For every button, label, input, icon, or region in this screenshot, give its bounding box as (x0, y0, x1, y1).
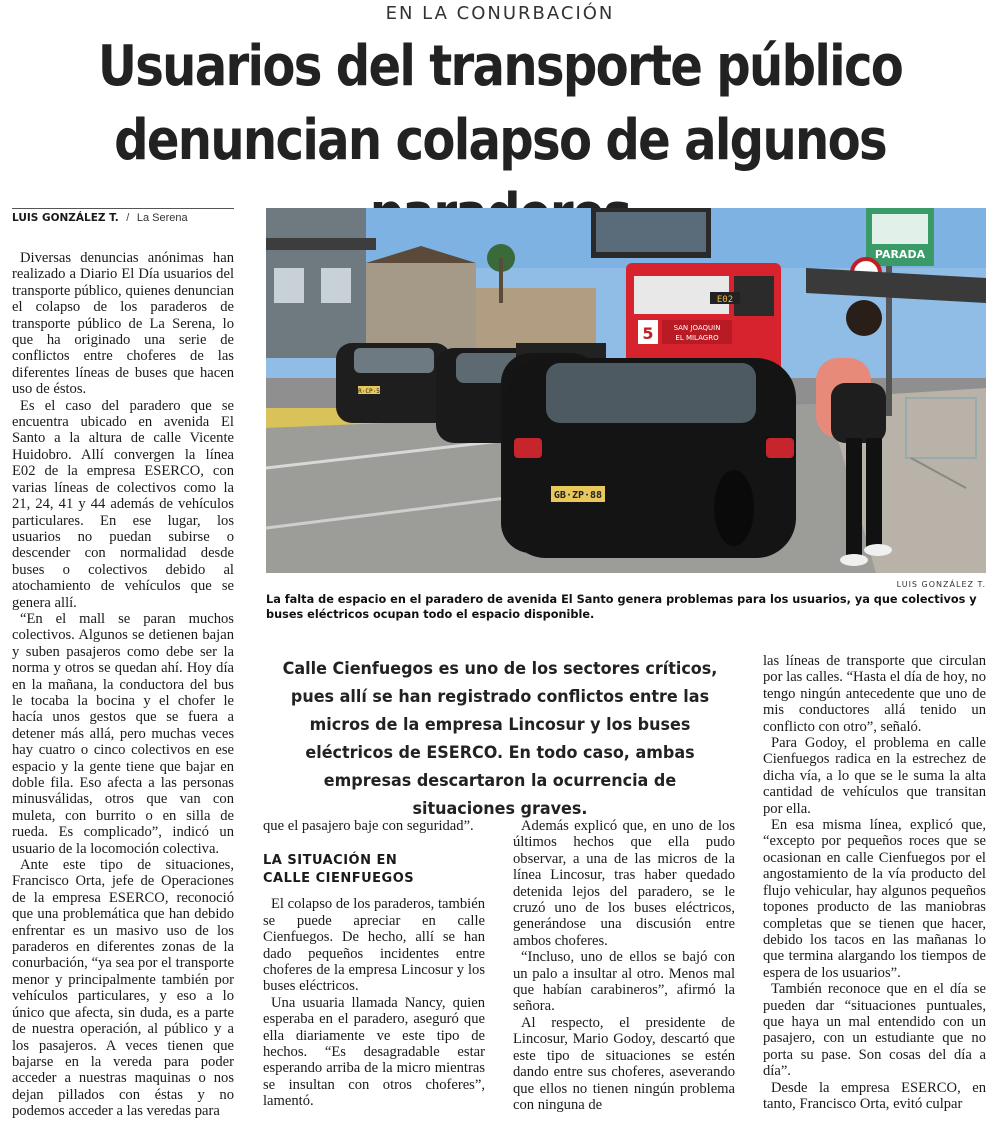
photo-credit: LUIS GONZÁLEZ T. (896, 580, 986, 589)
subhead (263, 852, 485, 888)
paragraph: que el pasajero baje con seguridad”. (263, 818, 474, 834)
photo-caption: La falta de espacio en el paradero de avenida El Santo genera problemas para los usuarios, ya que colectivos y buses eléctricos ocupan todo el espacio disponible. (266, 593, 977, 621)
section-kicker: EN LA CONURBACIÓN (385, 3, 615, 24)
bus-stop-sign: PARADA (874, 248, 926, 261)
pull-quote: Calle Cienfuegos es uno de los sectores críticos, pues allí se han registrado conflictos entre las micros de la empresa Lincosur y los buses eléctricos de ESERCO. En todo caso, ambas empresas descartaron la ocurrencia de situaciones graves. (282, 659, 718, 819)
byline-author: LUIS GONZÁLEZ T. (12, 212, 119, 224)
paragraph: Es el caso del paradero que se encuentra ubicado en avenida El Santo a la altura de calle Vicente Huidobro. Allí convergen la línea E02 de la empresa ESERCO, con varias líneas de colectivos como la 21, 24, 41 y 44 además de vehículos particulares. En ese lugar, los usuarios no puedan subirse o descender con normalidad desde buses o colectivos debido al atochamiento de vehículos que se genera allí. (12, 397, 234, 611)
bus-destination-1: SAN JOAQUIN (673, 324, 721, 332)
license-plate: GB·ZP·88 (553, 490, 603, 501)
article-column-1 (12, 250, 234, 1120)
byline-separator: / (126, 212, 130, 224)
article-column-2 (263, 818, 485, 1110)
paragraph: Una usuaria llamada Nancy, quien esperaba en el paradero, aseguró que ella diariamente ve este tipo de hechos. “Es desagradable estar esperando arriba de la micro mientras se insultan con otros choferes”, lamentó. (263, 994, 485, 1110)
paragraph: Además explicó que, en uno de los últimos hechos que ella pudo observar, a una de las micros de la línea Lincosur, tras haber quedado detenida lejos del paradero, se le cruzó uno de los buses eléctricos, generándose una discusión entre ambos choferes. (513, 818, 735, 949)
news-photo (266, 208, 986, 573)
article-column-3 (513, 818, 735, 1113)
bus-line-display: E02 (716, 295, 734, 305)
license-plate-secondary: GR·CP·53 (354, 388, 384, 395)
byline-place: La Serena (136, 212, 188, 224)
paragraph: En esa misma línea, explicó que, “excepto por pequeños roces que se ocasionan en calle Cienfuegos por el angostamiento de la vía producto del flujo vehicular, hay algunos pequeños topones producto de las maniobras completas que se tienen que hacer, debido los tacos en las mañanas lo que termina alargando los tiempos de espera de los usuarios”. (763, 817, 986, 981)
paragraph: Diversas denuncias anónimas han realizado a Diario El Día usuarios del transporte público, quienes denuncian el colapso de los paraderos de transporte público de La Serena, lo que ha originado una serie de conflictos entre choferes de las diferentes líneas de buses que hacen uso de éstos. (12, 250, 234, 398)
paragraph: Ante este tipo de situaciones, Francisco Orta, jefe de Operaciones de la empresa ESERCO, reconoció que una problemática que han debido enfrentar es un masivo uso de los paraderos en diferentes zonas de la conurbación, “ya sea por el transporte menor y principalmente también por vehículos particulares, y eso a lo único que afecta, sin duda, es a parte de nuestra operación, al público y a los pasajeros. A veces tienen que bajarse en la vereda para poder acceder a nuestras maquinas o nos dejan pillados con éstas y no podemos acceder a las veredas para (12, 857, 234, 1120)
subhead-line-2: CALLE CIENFUEGOS (263, 871, 415, 887)
paragraph: También reconoce que en el día se pueden dar “situaciones puntuales, que haya un mal entendido con un pasajero, con un estudiante que no porta su pase. Son cosas del día a día”. (763, 981, 986, 1080)
paragraph: Para Godoy, el problema en calle Cienfuegos radica en la estrechez de dicha vía, a lo que se le suma la alta cantidad de vehículos que transitan por ella. (763, 735, 986, 817)
paragraph: “Incluso, uno de ellos se bajó con un palo a insultar al otro. Menos mal que habían carabineros”, afirmó la señora. (513, 949, 735, 1015)
headline-line-1: Usuarios del transporte público (97, 34, 903, 99)
article-column-4 (763, 653, 986, 1112)
street-scene-illustration (266, 208, 986, 573)
bus-route-number: 5 (642, 324, 654, 343)
byline (12, 208, 234, 232)
subhead-line-1: LA SITUACIÓN EN (263, 853, 398, 869)
headline-line-2: denuncian colapso de algunos (114, 108, 886, 173)
paragraph: Desde la empresa ESERCO, en tanto, Francisco Orta, evitó culpar (763, 1079, 986, 1112)
bus-destination-2: EL MILAGRO (675, 334, 719, 342)
paragraph: Al respecto, el presidente de Lincosur, Mario Godoy, descartó que este tipo de situaciones se estén dando entre sus choferes, aseverando que ellos no tienen ningún problema con ninguna de (513, 1014, 735, 1113)
paragraph: “En el mall se paran muchos colectivos. Algunos se detienen bajan y suben pasajeros como debe ser la norma y otros se quedan ahí. Hoy día en la mañana, la conductora del bus le tocaba la bocina y el chofer le hacía unos gestos que se fuera a detener más allá, pero muchas veces hay cuatro o cinco colectivos en ese espacio y la gente tiene que bajar en doble fila. Eso afecta a las personas minusválidas, otros que van con muleta, con burrito o en silla de rueda. Es complicado”, indicó un usuario de la locomoción colectiva. (12, 610, 234, 857)
paragraph: las líneas de transporte que circulan por las calles. “Hasta el día de hoy, no tengo ningún antecedente que uno de mis conductores allá tenido un conflicto con otro”, señaló. (763, 653, 986, 735)
paragraph: El colapso de los paraderos, también se puede apreciar en calle Cienfuegos. De hecho, allí se han dado pequeños incidentes entre choferes de la empresa Lincosur y los buses eléctricos. (263, 896, 485, 995)
